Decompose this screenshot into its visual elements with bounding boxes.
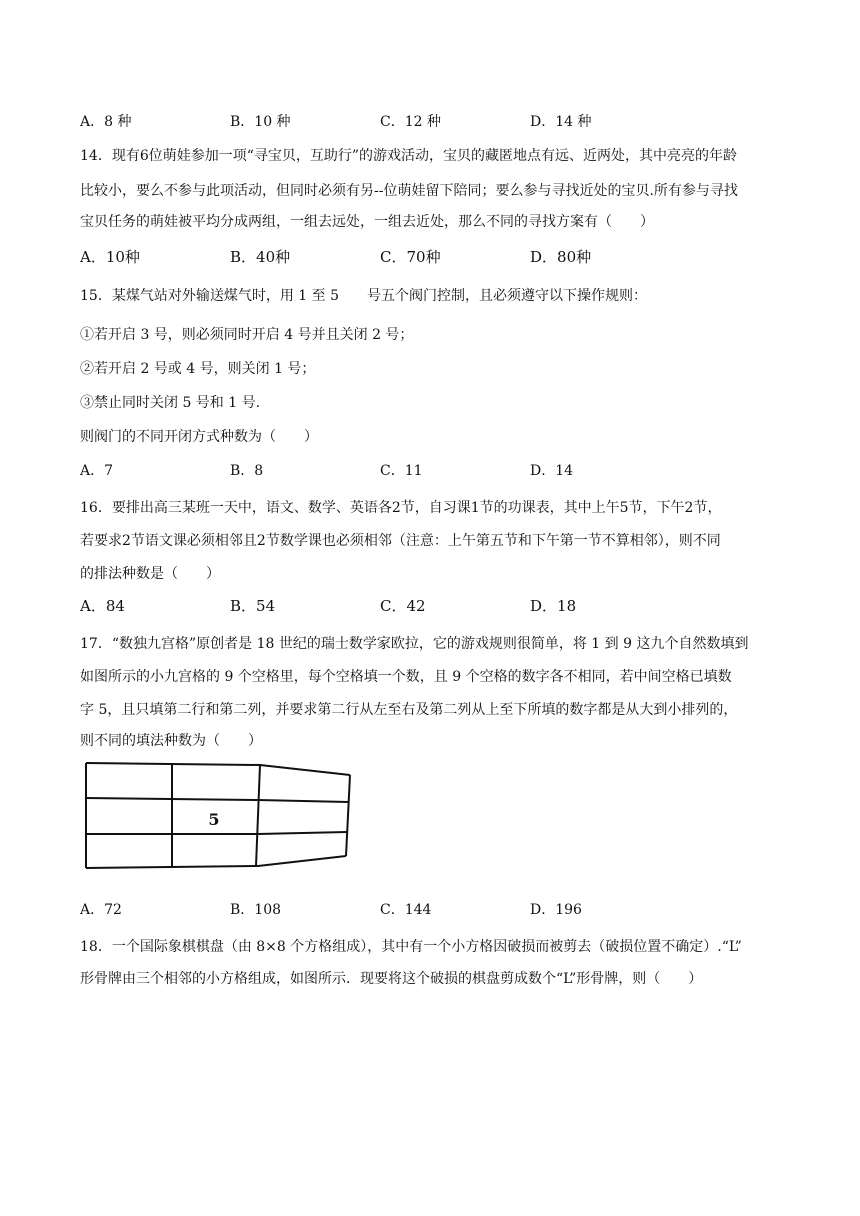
q14-option-d: D．80种 [530,248,592,266]
q16-option-b: B．54 [230,597,276,615]
q14-option-b: B．40种 [230,248,291,266]
q14-option-c: C．70种 [380,248,441,266]
q16-option-c: C．42 [380,597,426,615]
q17-option-d: D．196 [530,902,582,918]
q15-option-c: C．11 [380,463,423,479]
q15-options [80,460,780,482]
q17-stem-line-4: 则不同的填法种数为（ ） [80,733,262,749]
q15-option-b: B．8 [230,463,264,479]
q15-option-a: A．7 [80,463,114,479]
q16-option-d: D．18 [530,597,577,615]
q17-option-a: A．72 [80,902,122,918]
q16-options [80,595,780,617]
q17-stem-line-1: 17．“数独九宫格”原创者是 18 世纪的瑞士数学家欧拉，它的游戏规则很简单，将 1 到 9 这九个自然数填到 [80,636,749,652]
q13-option-c: C．12 种 [380,114,441,130]
q17-options [80,899,780,921]
q17-option-b: B．108 [230,902,282,918]
q13-options [80,111,780,133]
q13-option-a: A．8 种 [80,114,132,130]
q14-option-a: A．10种 [80,248,140,266]
q14-stem-line-2: 比较小，要么不参与此项活动，但同时必须有另--位萌娃留下陪同；要么参与寻找近处的宝贝.所有参与寻找 [80,183,738,199]
q15-stem-line-5: 则阀门的不同开闭方式种数为（ ） [80,429,318,445]
q16-stem-line-2: 若要求2节语文课必须相邻且2节数学课也必须相邻（注意：上午第五节和下午第一节不算相邻），则不同 [80,533,721,549]
q17-option-c: C．144 [380,902,432,918]
q14-options [80,246,780,268]
q16-stem-line-3: 的排法种数是（ ） [80,566,220,582]
q15-rule-1: ①若开启 3 号，则必须同时开启 4 号并且关闭 2 号； [80,327,414,343]
q14-stem-line-1: 14．现有6位萌娃参加一项“寻宝贝，互助行”的游戏活动，宝贝的藏匿地点有远、近两处，其中亮亮的年龄 [80,148,738,164]
sudoku-grid-figure [80,760,360,870]
grid-center-digit: 5 [208,810,220,829]
q13-option-d: D．14 种 [530,114,592,130]
q15-stem-line-1: 15．某煤气站对外输送煤气时，用 1 至 5 号五个阀门控制，且必须遵守以下操作规则： [80,288,647,304]
q17-stem-line-3: 字 5，且只填第二行和第二列，并要求第二行从左至右及第二列从上至下所填的数字都是从大到小排列的， [80,702,738,718]
q18-stem-line-1: 18．一个国际象棋棋盘（由 8×8 个方格组成），其中有一个小方格因破损而被剪去（破损位置不确定）.“L” [80,939,742,955]
q15-rule-2: ②若开启 2 号或 4 号，则关闭 1 号； [80,361,316,377]
q18-stem-line-2: 形骨牌由三个相邻的小方格组成，如图所示．现要将这个破损的棋盘剪成数个“L”形骨牌，则（ ） [80,971,703,987]
q16-option-a: A．84 [80,597,125,615]
q13-option-b: B．10 种 [230,114,291,130]
q16-stem-line-1: 16．要排出高三某班一天中，语文、数学、英语各2节，自习课1节的功课表，其中上午5节，下午2节， [80,500,722,516]
grid-row-line-2 [86,832,347,834]
q14-stem-line-3: 宝贝任务的萌娃被平均分成两组，一组去远处，一组去近处，那么不同的寻找方案有（ ） [80,214,654,230]
grid-row-line-1 [86,798,348,802]
q15-option-d: D．14 [530,463,574,479]
grid-col-line-2 [256,765,260,866]
q17-stem-line-2: 如图所示的小九宫格的 9 个空格里，每个空格填一个数，且 9 个空格的数字各不相同，若中间空格已填数 [80,669,732,685]
q15-rule-3: ③禁止同时关闭 5 号和 1 号. [80,395,261,411]
grid-outer-bottom [86,856,346,868]
grid-outer-right [346,775,350,856]
grid-outer-top [86,763,350,775]
